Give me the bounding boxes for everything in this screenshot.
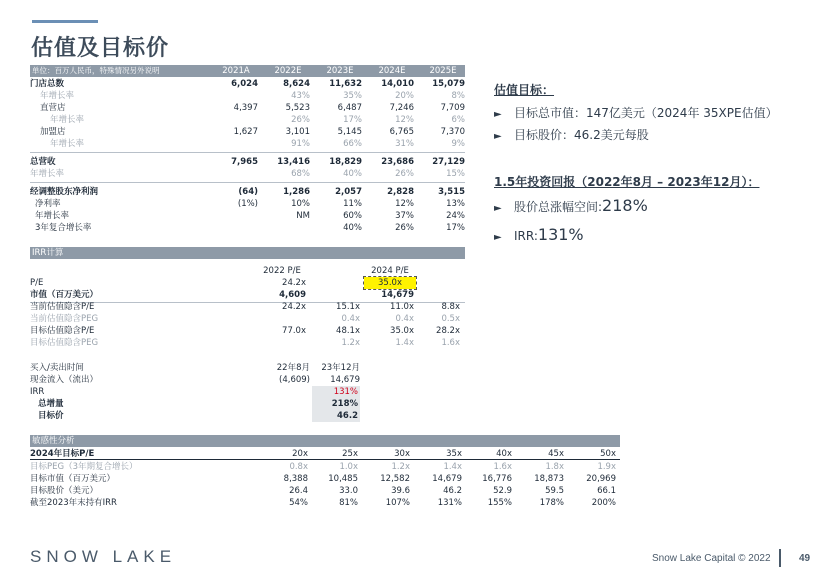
table-row	[30, 114, 465, 126]
row-value: (64)	[238, 187, 258, 197]
row-value: (4,609)	[279, 375, 310, 385]
row-value: 14,679	[381, 290, 414, 300]
pe-column-header: 25x	[342, 449, 358, 459]
row-value: 1.0x	[339, 462, 358, 472]
forecast-table	[30, 65, 465, 235]
arrow-bullet-icon: ►	[494, 109, 502, 120]
row-value: 17%	[343, 115, 362, 125]
row-label: 年增长率	[35, 211, 70, 221]
arrow-bullet-icon: ►	[494, 203, 502, 214]
row-value: 178%	[539, 498, 564, 508]
row-value: 1,627	[233, 127, 258, 137]
row-label: 年增长率	[30, 169, 65, 179]
pe-column-header: 30x	[394, 449, 410, 459]
row-value: 7,965	[231, 157, 258, 167]
row-value: 12%	[395, 115, 414, 125]
row-value	[258, 337, 306, 349]
row-separator	[30, 152, 465, 153]
arrow-bullet-icon: ►	[494, 232, 502, 243]
bullet-label: 股价总涨幅空间:	[514, 200, 603, 214]
row-value: 66.1	[597, 486, 616, 496]
row-value: 14,010	[381, 79, 414, 89]
row-value: 68%	[291, 169, 310, 179]
row-label: P/E	[30, 278, 44, 288]
row-value: 43%	[291, 91, 310, 101]
row-value: 1.6x	[493, 462, 512, 472]
table-header-row	[30, 65, 465, 77]
row-value: 77.0x	[282, 326, 306, 336]
row-value: 2,057	[335, 187, 362, 197]
row-value: 33.0	[339, 486, 358, 496]
row-value: 155%	[487, 498, 512, 508]
row-value: 48.1x	[336, 326, 360, 336]
row-value: 31%	[395, 139, 414, 149]
irr-header-label: IRR计算	[32, 248, 64, 258]
row-value: 18,829	[329, 157, 362, 167]
row-value: 7,709	[440, 103, 465, 113]
irr-row	[30, 301, 465, 313]
row-value: 12%	[395, 199, 414, 209]
header-unit-label: 单位：百万人民币，特殊情况另外说明	[32, 66, 160, 75]
table-row	[30, 156, 465, 168]
row-value: 26%	[395, 169, 414, 179]
row-value	[214, 138, 258, 150]
returns-heading: 1.5年投资回报（2022年8月 – 2023年12月）：	[494, 175, 760, 189]
row-value: 23,686	[381, 157, 414, 167]
row-value: 10%	[291, 199, 310, 209]
row-value: 35.0x	[390, 326, 414, 336]
row-value: 60%	[343, 211, 362, 221]
row-value: 11,632	[329, 79, 362, 89]
row-value: 91%	[291, 139, 310, 149]
table-row	[30, 138, 465, 150]
row-value: 1.4x	[395, 338, 414, 348]
row-label: 目标股价（美元）	[30, 486, 99, 496]
row-value: (1%)	[237, 199, 258, 209]
row-value	[412, 289, 460, 301]
col-label: 2024 P/E	[371, 266, 409, 276]
row-label: 目标PEG（3年期复合增长）	[30, 462, 138, 472]
pe-column-header: 40x	[496, 449, 512, 459]
sensitivity-row	[30, 497, 620, 509]
returns-bullet-2	[494, 225, 584, 244]
row-value: 18,873	[534, 474, 564, 484]
cashflow-row	[30, 374, 465, 386]
row-value	[312, 289, 360, 301]
pe-column-header: 45x	[548, 449, 564, 459]
row-value: 1,286	[283, 187, 310, 197]
row-value	[214, 90, 258, 102]
row-value: 9%	[451, 139, 465, 149]
row-value: 131%	[312, 386, 360, 398]
row-label: 3年复合增长率	[35, 223, 92, 233]
row-value	[214, 168, 258, 180]
sensitivity-table	[30, 435, 620, 515]
bullet-value: 218%	[602, 196, 648, 215]
table-row	[30, 168, 465, 180]
irr-table	[30, 247, 465, 422]
row-value: 15.1x	[336, 302, 360, 312]
row-value	[262, 398, 310, 410]
row-value: 35.0x	[364, 277, 416, 289]
footer-divider	[779, 549, 781, 567]
row-value	[214, 114, 258, 126]
row-value: 11.0x	[390, 302, 414, 312]
row-value: NM	[296, 211, 310, 221]
row-label: 目标估值隐含PEG	[30, 338, 99, 348]
pe-column-header: 50x	[600, 449, 616, 459]
valuation-bullet-1	[494, 104, 778, 121]
row-label: 净利率	[35, 199, 61, 209]
row-value: 10,485	[328, 474, 358, 484]
row-value: 6,487	[337, 103, 362, 113]
row-value: 26%	[395, 223, 414, 233]
sensitivity-header-row	[30, 435, 620, 447]
row-label: 年增长率	[50, 115, 85, 125]
row-value: 2,828	[387, 187, 414, 197]
row-value: 35%	[343, 91, 362, 101]
column-year-header: 2022E	[274, 66, 302, 76]
arrow-bullet-icon: ►	[494, 131, 502, 142]
sensitivity-row	[30, 473, 620, 485]
row-label: 买入/卖出时间	[30, 363, 84, 373]
irr-row	[30, 313, 465, 325]
row-value	[258, 313, 306, 325]
row-value: 20,969	[586, 474, 616, 484]
row-separator	[30, 182, 465, 183]
row-value: 13,416	[277, 157, 310, 167]
irr-row	[30, 325, 465, 337]
pe-column-header: 35x	[446, 449, 462, 459]
column-year-header: 2021A	[222, 66, 250, 76]
row-label: 年增长率	[40, 91, 75, 101]
column-year-header: 2023E	[326, 66, 354, 76]
row-value: 1.2x	[341, 338, 360, 348]
table-row	[30, 186, 465, 198]
row-value: 6,765	[389, 127, 414, 137]
row-value: 28.2x	[436, 326, 460, 336]
row-value: 0.8x	[289, 462, 308, 472]
row-label: 加盟店	[40, 127, 66, 137]
row-value: 8,624	[283, 79, 310, 89]
bullet-text: 目标总市值：147亿美元（2024年 35XPE估值）	[514, 106, 778, 120]
table-row	[30, 102, 465, 114]
row-label: 经调整股东净利润	[30, 187, 99, 197]
row-value: 24.2x	[282, 302, 306, 312]
sensitivity-header-label: 敏感性分析	[32, 436, 75, 446]
row-value: 16,776	[482, 474, 512, 484]
valuation-target-heading: 估值目标：	[494, 83, 555, 97]
row-value: 14,679	[330, 375, 360, 385]
row-value: 66%	[343, 139, 362, 149]
title-accent-rule	[32, 20, 98, 23]
row-value: 17%	[446, 223, 465, 233]
page-number: 49	[799, 553, 811, 564]
cashflow-row	[30, 410, 465, 422]
valuation-bullet-2	[494, 126, 649, 143]
row-value: 26.4	[289, 486, 308, 496]
row-label: 总营收	[30, 157, 56, 167]
row-label: 目标估值隐含P/E	[30, 326, 95, 336]
row-value: 4,609	[279, 290, 306, 300]
row-value: 13%	[446, 199, 465, 209]
column-year-header: 2025E	[429, 66, 457, 76]
row-value: 5,523	[285, 103, 310, 113]
row-value: 1.8x	[545, 462, 564, 472]
bullet-value: 131%	[537, 225, 584, 244]
row-label: 年增长率	[50, 139, 85, 149]
row-value: 27,129	[432, 157, 465, 167]
pe-header-row	[30, 448, 620, 460]
irr-row	[30, 337, 465, 349]
row-value: 20%	[395, 91, 414, 101]
cashflow-row	[30, 362, 465, 374]
row-value: 59.5	[545, 486, 564, 496]
row-label: 当前估值隐含P/E	[30, 302, 95, 312]
row-label: IRR	[30, 387, 45, 397]
table-row	[30, 222, 465, 234]
row-value	[266, 222, 310, 234]
row-value: 0.4x	[395, 314, 414, 324]
page-title: 估值及目标价	[31, 36, 170, 61]
row-value: 40%	[343, 169, 362, 179]
row-value: 52.9	[493, 486, 512, 496]
row-label: 当前估值隐含PEG	[30, 314, 99, 324]
row-value: 39.6	[391, 486, 410, 496]
row-value: 12,582	[380, 474, 410, 484]
row-value: 40%	[343, 223, 362, 233]
row-value: 8.8x	[441, 302, 460, 312]
pe-column-header: 20x	[292, 449, 308, 459]
row-label: 目标价	[38, 411, 64, 421]
row-label: 2024年目标P/E	[30, 449, 95, 459]
sensitivity-row	[30, 485, 620, 497]
row-value: 1.9x	[597, 462, 616, 472]
table-row	[30, 90, 465, 102]
cashflow-row	[30, 398, 465, 410]
row-value: 0.4x	[341, 314, 360, 324]
row-value: 81%	[339, 498, 358, 508]
row-value	[262, 410, 310, 422]
row-value: 46.2	[443, 486, 462, 496]
row-value	[262, 386, 310, 398]
row-value: 15,079	[432, 79, 465, 89]
row-label: 门店总数	[30, 79, 65, 89]
row-value: 4,397	[233, 103, 258, 113]
footer-copyright: Snow Lake Capital © 2022	[652, 553, 771, 564]
row-value: 22年8月	[276, 363, 310, 373]
row-value: 26%	[291, 115, 310, 125]
row-value: 24.2x	[282, 278, 306, 288]
row-value: 131%	[437, 498, 462, 508]
row-value: 8%	[451, 91, 465, 101]
row-value: 23年12月	[321, 363, 360, 373]
row-value: 11%	[343, 199, 362, 209]
row-value: 54%	[289, 498, 308, 508]
row-value	[214, 210, 258, 222]
returns-bullet-1	[494, 196, 648, 215]
row-value	[312, 277, 360, 289]
bullet-label: IRR:	[514, 229, 538, 243]
row-value: 200%	[591, 498, 616, 508]
row-value: 15%	[446, 169, 465, 179]
row-value: 107%	[385, 498, 410, 508]
row-value: 6%	[451, 115, 465, 125]
row-value: 3,515	[438, 187, 465, 197]
irr-row	[30, 289, 465, 301]
row-value: 14,679	[432, 474, 462, 484]
row-value: 1.2x	[391, 462, 410, 472]
column-year-header: 2024E	[378, 66, 406, 76]
row-value: 7,246	[389, 103, 414, 113]
row-label: 目标市值（百万美元）	[30, 474, 116, 484]
table-row	[30, 78, 465, 90]
row-label: 现金流入（流出）	[30, 375, 99, 385]
row-value: 3,101	[285, 127, 310, 137]
sensitivity-row	[30, 461, 620, 473]
row-label: 市值（百万美元）	[30, 290, 99, 300]
row-value: 8,388	[283, 474, 308, 484]
irr-header-row	[30, 247, 465, 259]
table-row	[30, 126, 465, 138]
row-value	[412, 277, 460, 289]
row-value	[214, 222, 258, 234]
table-row	[30, 198, 465, 210]
row-value: 1.6x	[441, 338, 460, 348]
row-value: 37%	[395, 211, 414, 221]
row-label: 直营店	[40, 103, 66, 113]
table-row	[30, 210, 465, 222]
row-value: 7,370	[440, 127, 465, 137]
row-value: 5,145	[337, 127, 362, 137]
row-value: 0.5x	[441, 314, 460, 324]
row-label: 总增量	[38, 399, 64, 409]
cashflow-row	[30, 386, 465, 398]
row-label: 截至2023年末持有IRR	[30, 498, 117, 508]
row-value: 1.4x	[443, 462, 462, 472]
row-value: 218%	[312, 398, 360, 410]
row-value: 46.2	[312, 410, 360, 422]
irr-row	[30, 277, 465, 289]
row-value: 24%	[446, 211, 465, 221]
footer-logo: SNOW LAKE	[30, 547, 177, 566]
row-value: 6,024	[231, 79, 258, 89]
col-label: 2022 P/E	[263, 266, 301, 276]
bullet-text: 目标股价：46.2美元每股	[514, 128, 649, 142]
